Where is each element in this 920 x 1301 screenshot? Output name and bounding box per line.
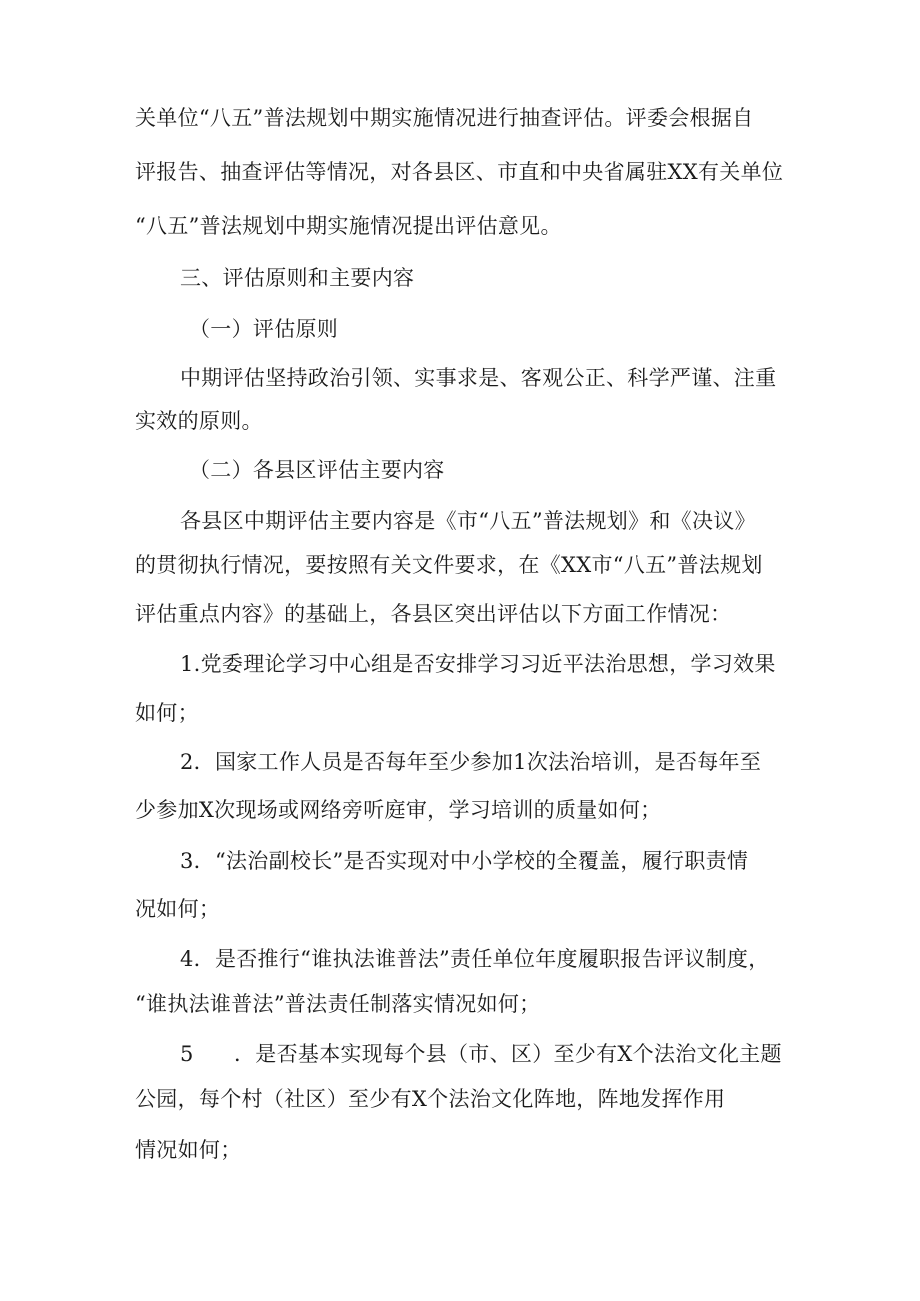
list-item-text: 情况如何； — [135, 1138, 242, 1162]
list-item-text: 公园，每个村（社区）至少有X个法治文化阵地，阵地发挥作用 — [135, 1087, 726, 1111]
text-line: 实效的原则。 — [135, 409, 263, 433]
list-item-text: 4．是否推行“谁执法谁普法”责任单位年度履职报告评议制度， — [180, 947, 770, 971]
subsection-heading: （二）各县区评估主要内容 — [189, 458, 445, 482]
list-item-text: 如何； — [135, 701, 199, 725]
list-item-text: 1.党委理论学习中心组是否安排学习习近平法治思想，学习效果 — [180, 652, 776, 676]
list-item-text: 况如何； — [135, 897, 221, 921]
text-line: 各县区中期评估主要内容是《市“八五”普法规划》和《决议》 — [180, 509, 756, 533]
list-item-body: ．是否基本实现每个县（市、区）至少有X个法治文化主题 — [234, 1042, 782, 1066]
list-item-number: 5 — [180, 1042, 194, 1066]
text-line: 评报告、抽查评估等情况，对各县区、市直和中央省属驻XX有关单位 — [135, 160, 784, 184]
text-line: 关单位“八五”普法规划中期实施情况进行抽查评估。评委会根据自 — [135, 106, 754, 130]
text-line: 评估重点内容》的基础上，各县区突出评估以下方面工作情况： — [135, 602, 732, 626]
list-item-text — [180, 1041, 782, 1067]
text-line: “八五”普法规划中期实施情况提出评估意见。 — [135, 214, 562, 238]
list-item-text: 少参加X次现场或网络旁听庭审，学习培训的质量如何； — [135, 798, 662, 822]
section-heading: 三、评估原则和主要内容 — [180, 266, 415, 290]
text-line: 中期评估坚持政治引领、实事求是、客观公正、科学严谨、注重 — [180, 366, 777, 390]
list-item-text: “谁执法谁普法”普法责任制落实情况如何； — [135, 992, 541, 1016]
list-item-text: 3．“法治副校长”是否实现对中小学校的全覆盖，履行职责情 — [180, 849, 749, 873]
list-item-text: 2．国家工作人员是否每年至少参加1次法治培训，是否每年至 — [180, 750, 762, 774]
subsection-heading: （一）评估原则 — [189, 317, 339, 341]
text-line: 的贯彻执行情况，要按照有关文件要求，在《XX市“八五”普法规划 — [135, 553, 763, 577]
